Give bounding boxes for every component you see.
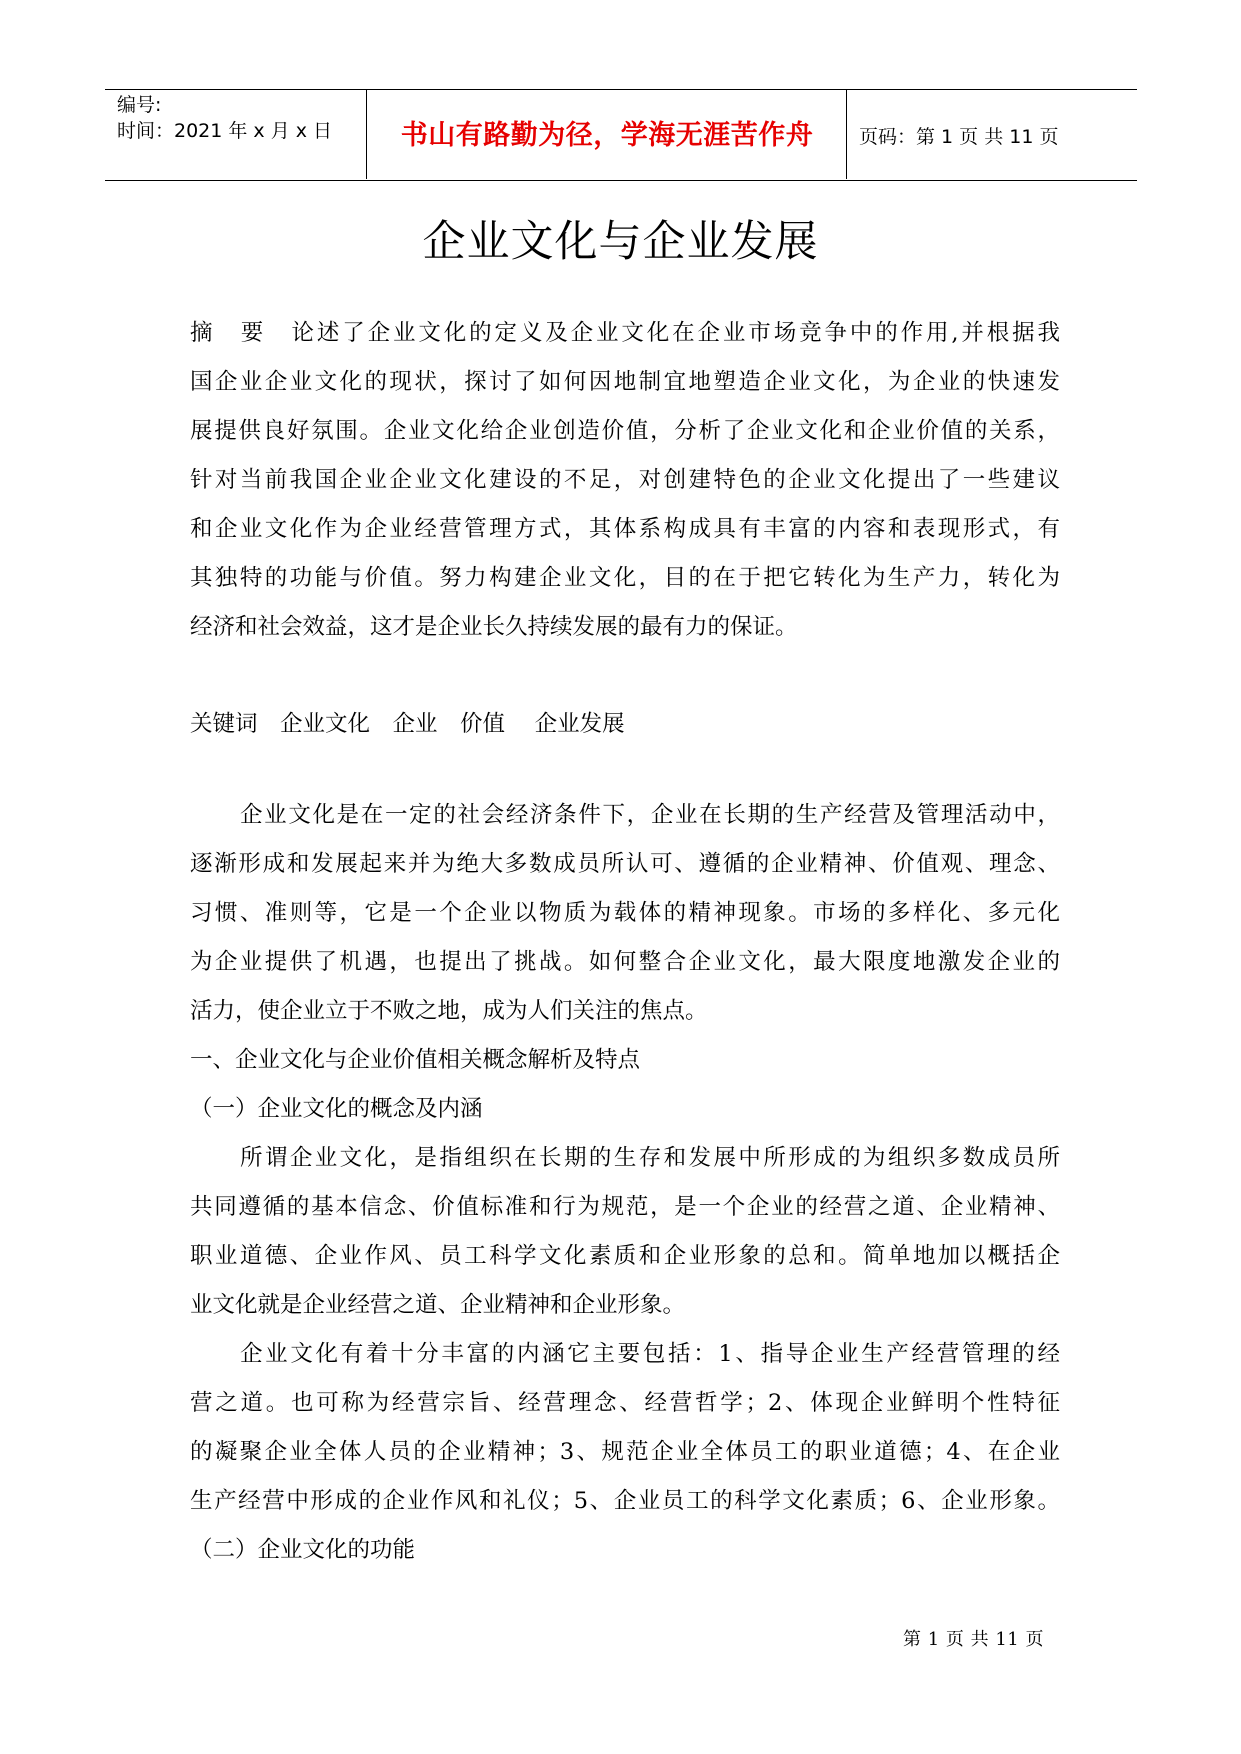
paragraph-line: 职业道德、企业作风、员工科学文化素质和企业形象的总和。简单地加以概括企 xyxy=(190,1243,1060,1269)
section-one xyxy=(190,1036,1060,1575)
abstract-line: 经济和社会效益，这才是企业长久持续发展的最有力的保证。 xyxy=(190,614,798,640)
header-motto-cell xyxy=(367,90,847,179)
intro-paragraph xyxy=(190,791,1060,1036)
paragraph-line: 逐渐形成和发展起来并为绝大多数成员所认可、遵循的企业精神、价值观、理念、 xyxy=(190,851,1060,877)
header-left-cell xyxy=(105,90,367,179)
paragraph-line: 企业文化是在一定的社会经济条件下，企业在长期的生产经营及管理活动中， xyxy=(240,802,1060,828)
subsection-heading: （二）企业文化的功能 xyxy=(190,1537,416,1563)
document-title: 企业文化与企业发展 xyxy=(422,217,819,267)
abstract-line: 其独特的功能与价值。努力构建企业文化，目的在于把它转化为生产力，转化为 xyxy=(190,565,1060,591)
header-page-cell xyxy=(847,90,1137,179)
paragraph-line: 的凝聚企业全体人员的企业精神；3、规范企业全体员工的职业道德；4、在企业 xyxy=(190,1439,1060,1465)
paragraph-line: 业文化就是企业经营之道、企业精神和企业形象。 xyxy=(190,1292,686,1318)
abstract-line: 和企业文化作为企业经营管理方式，其体系构成具有丰富的内容和表现形式，有 xyxy=(190,516,1060,542)
header-table xyxy=(105,89,1137,181)
paragraph-line: 所谓企业文化，是指组织在长期的生存和发展中所形成的为组织多数成员所 xyxy=(240,1145,1060,1171)
paragraph-line: 共同遵循的基本信念、价值标准和行为规范，是一个企业的经营之道、企业精神、 xyxy=(190,1194,1060,1220)
abstract-line: 国企业企业文化的现状，探讨了如何因地制宜地塑造企业文化，为企业的快速发 xyxy=(190,369,1060,395)
keywords-line: 关键词 企业文化 企业 价值 企业发展 xyxy=(190,711,625,737)
keywords-paragraph xyxy=(190,700,1060,749)
subsection-heading: （一）企业文化的概念及内涵 xyxy=(190,1096,483,1122)
abstract-line: 摘 要 论述了企业文化的定义及企业文化在企业市场竞争中的作用,并根据我 xyxy=(190,320,1060,346)
header-page-label: 页码：第 1 页 共 11 页 xyxy=(859,126,1059,148)
document-time-label: 时间：2021 年 x 月 x 日 xyxy=(117,120,333,142)
section-heading: 一、企业文化与企业价值相关概念解析及特点 xyxy=(190,1047,641,1073)
document-number-label: 编号: xyxy=(117,94,162,116)
paragraph-line: 生产经营中形成的企业作风和礼仪；5、企业员工的科学文化素质；6、企业形象。 xyxy=(190,1488,1060,1514)
paragraph-line: 为企业提供了机遇，也提出了挑战。如何整合企业文化，最大限度地激发企业的 xyxy=(190,949,1060,975)
header-motto: 书山有路勤为径，学海无涯苦作舟 xyxy=(400,120,814,151)
paragraph-line: 企业文化有着十分丰富的内涵它主要包括：1、指导企业生产经营管理的经 xyxy=(240,1341,1060,1367)
abstract-line: 针对当前我国企业企业文化建设的不足，对创建特色的企业文化提出了一些建议 xyxy=(190,467,1060,493)
abstract-paragraph xyxy=(190,309,1060,652)
paragraph-line: 活力，使企业立于不败之地，成为人们关注的焦点。 xyxy=(190,998,708,1024)
page-footer: 第 1 页 共 11 页 xyxy=(903,1629,1044,1650)
abstract-line: 展提供良好氛围。企业文化给企业创造价值，分析了企业文化和企业价值的关系， xyxy=(190,418,1060,444)
paragraph-line: 习惯、准则等，它是一个企业以物质为载体的精神现象。市场的多样化、多元化 xyxy=(190,900,1060,926)
paragraph-line: 营之道。也可称为经营宗旨、经营理念、经营哲学；2、体现企业鲜明个性特征 xyxy=(190,1390,1060,1416)
